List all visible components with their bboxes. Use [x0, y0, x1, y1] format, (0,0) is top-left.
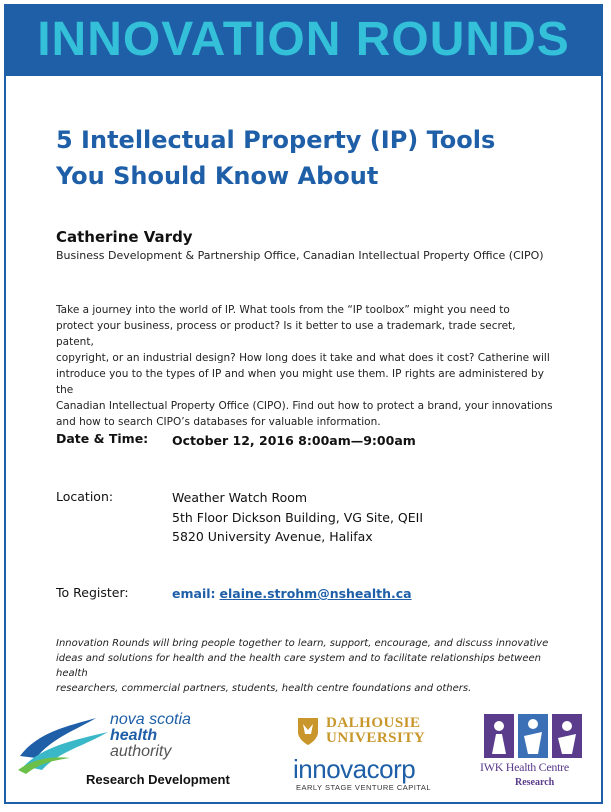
- abstract-line: Canadian Intellectual Property Office (CIPO). Find out how to protect a brand, your innovations: [56, 400, 553, 412]
- abstract-line: protect your business, process or product? Is it better to use a trademark, trade secret, patent,: [56, 320, 516, 348]
- iwk-logo: [484, 714, 582, 758]
- banner-title: INNOVATION ROUNDS: [37, 13, 570, 66]
- datetime-label: Date & Time:: [56, 431, 149, 446]
- email-prefix: email:: [172, 586, 216, 601]
- location-room: Weather Watch Room: [172, 490, 308, 505]
- datetime-value: October 12, 2016 8:00am—9:00am: [172, 433, 416, 448]
- event-headline: [56, 122, 556, 194]
- abstract-line: and how to search CIPO’s databases for valuable information.: [56, 416, 381, 428]
- mission-line: ideas and solutions for health and the health care system and to facilitate relationships between health: [56, 653, 541, 679]
- register-email-link[interactable]: elaine.strohm@nshealth.ca: [219, 586, 412, 601]
- speaker-name: Catherine Vardy: [56, 228, 193, 246]
- event-abstract: [56, 302, 556, 430]
- speaker-organization: Business Development & Partnership Office, Canadian Intellectual Property Office (CIPO): [56, 249, 544, 262]
- register-value: [172, 584, 412, 604]
- dalhousie-line-2: UNIVERSITY: [326, 730, 426, 746]
- iwk-title: IWK Health Centre: [480, 760, 569, 774]
- nsha-caption: Research Development: [86, 772, 230, 787]
- header-banner: [4, 4, 603, 76]
- innovacorp-logo: innovacorp: [293, 754, 416, 784]
- iwk-subtitle: Research: [515, 777, 555, 788]
- location-building: 5th Floor Dickson Building, VG Site, QEII: [172, 509, 424, 525]
- nsha-line-1: nova scotia: [110, 711, 191, 728]
- location-label: Location:: [56, 489, 114, 504]
- mission-statement: [56, 636, 556, 696]
- dalhousie-logo: [296, 716, 446, 752]
- abstract-line: Take a journey into the world of IP. What tools from the “IP toolbox” might you need to: [56, 304, 510, 316]
- location-value: [172, 488, 423, 547]
- nsha-line-3: authority: [110, 743, 172, 760]
- abstract-line: introduce you to the types of IP and when you might use them. IP rights are administered by the: [56, 368, 544, 396]
- iwk-figures-icon: [484, 714, 582, 758]
- mission-line: researchers, commercial partners, students, health centre foundations and others.: [56, 683, 472, 694]
- headline-line-2: You Should Know About: [56, 162, 379, 190]
- dalhousie-line-1: DALHOUSIE: [326, 715, 421, 731]
- nsha-line-2: health: [110, 727, 158, 744]
- register-label: To Register:: [56, 585, 129, 600]
- location-address: 5820 University Avenue, Halifax: [172, 529, 373, 544]
- dalhousie-shield-icon: [296, 716, 320, 746]
- headline-line-1: 5 Intellectual Property (IP) Tools: [56, 126, 496, 154]
- nsha-wave-icon: [18, 712, 113, 774]
- mission-line: Innovation Rounds will bring people together to learn, support, encourage, and discuss innovative: [56, 638, 549, 649]
- nsha-logo: [18, 712, 238, 772]
- abstract-line: copyright, or an industrial design? How long does it take and what does it cost? Catherine will: [56, 352, 550, 364]
- innovacorp-tagline: EARLY STAGE VENTURE CAPITAL: [296, 783, 432, 792]
